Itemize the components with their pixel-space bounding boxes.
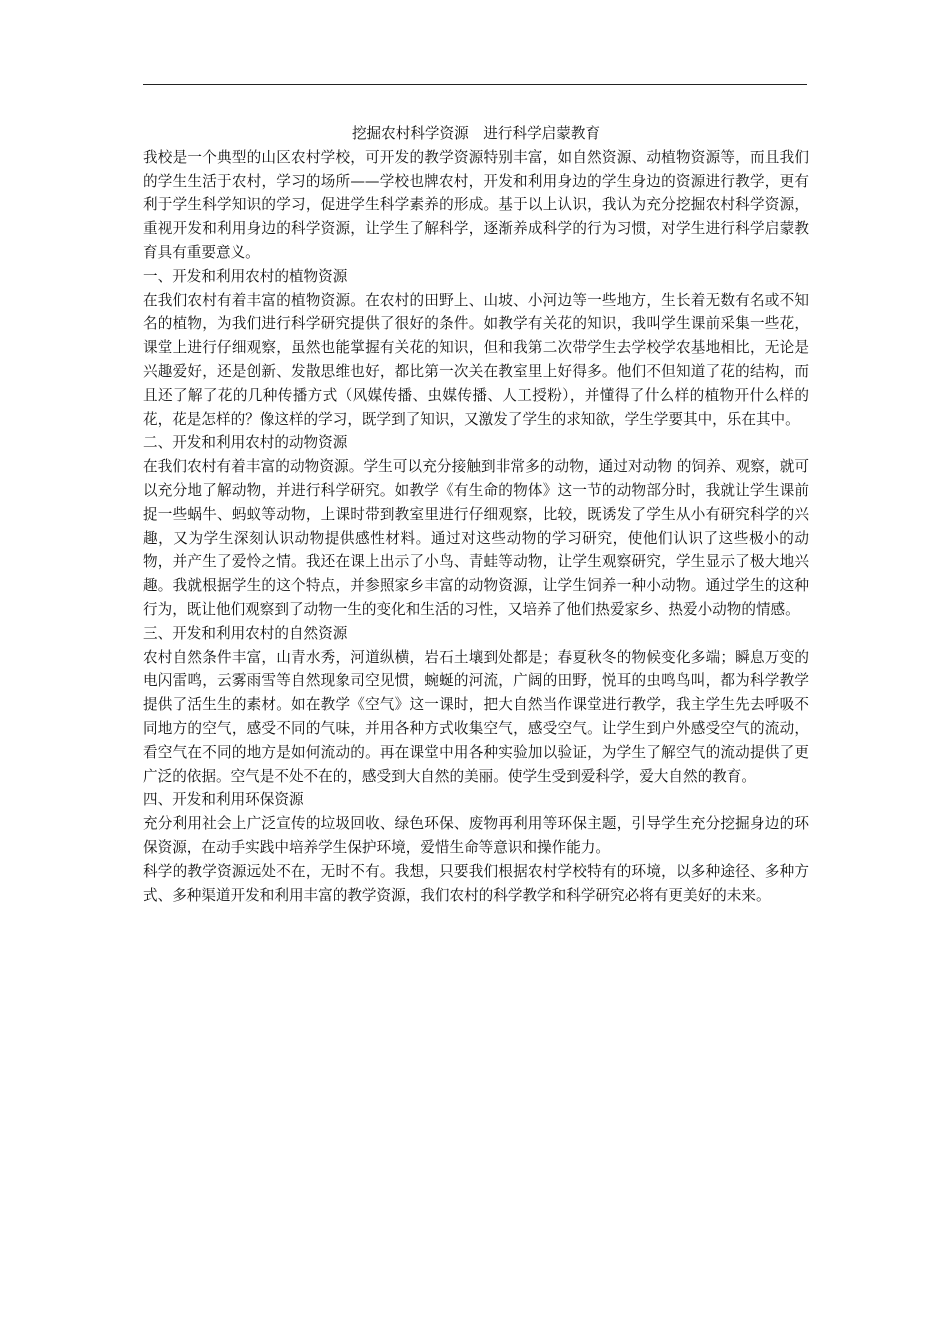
section-body-animals: 在我们农村有着丰富的动物资源。学生可以充分接触到非常多的动物，通过对动物 的饲养、观察，就可以充分地了解动物，并进行科学研究。如教学《有生命的物体》这一节的动物部分时，我就让学生课前捉一些蜗牛、蚂蚁等动物，上课时带到教室里进行仔细观察，比较，既诱发了学生从小有研究科学的兴趣，又为学生深刻认识动物提供感性材料。通过对这些动物的学习研究，使他们认识了这些极小的动物，并产生了爱怜之情。我还在课上出示了小鸟、青蛙等动物，让学生观察研究，学生显示了极大地兴趣。我就根据学生的这个特点，并参照家乡丰富的动物资源，让学生饲养一种小动物。通过学生的这种行为，既让他们观察到了动物一生的变化和生活的习性，又培养了他们热爱家乡、热爱小动物的情感。: [143, 458, 809, 618]
intro-paragraph: 我校是一个典型的山区农村学校，可开发的教学资源特别丰富，如自然资源、动植物资源等，而且我们的学生生活于农村，学习的场所——学校也牌农村，开发和利用身边的学生身边的资源进行教学，更有利于学生科学知识的学习，促进学生科学素养的形成。基于以上认识，我认为充分挖掘农村科学资源，重视开发和利用身边的科学资源，让学生了解科学，逐渐养成科学的行为习惯，对学生进行科学启蒙教育具有重要意义。: [143, 148, 809, 261]
conclusion-paragraph: 科学的教学资源远处不在，无时不有。我想，只要我们根据农村学校特有的环境，以多种途径、多种方式、多种渠道开发和利用丰富的教学资源，我们农村的科学教学和科学研究必将有更美好的未来。: [143, 862, 809, 904]
document-title: 挖掘农村科学资源 进行科学启蒙教育: [351, 125, 601, 142]
section-body-plants: 在我们农村有着丰富的植物资源。在农村的田野上、山坡、小河边等一些地方，生长着无数有名或不知名的植物，为我们进行科学研究提供了很好的条件。如教学有关花的知识，我叫学生课前采集一些花，课堂上进行仔细观察，虽然也能掌握有关花的知识，但和我第二次带学生去学校学农基地相比，无论是兴趣爱好，还是创新、发散思维也好，都比第一次关在教室里上好得多。他们不但知道了花的结构，而且还了解了花的几种传播方式（风媒传播、虫媒传播、人工授粉），并懂得了什么样的植物开什么样的花，花是怎样的？像这样的学习，既学到了知识，又激发了学生的求知欲，学生学要其中，乐在其中。: [143, 291, 809, 428]
section-heading-environment: 四、开发和利用环保资源: [143, 791, 304, 809]
document-body: [143, 122, 809, 907]
section-body-environment: 充分利用社会上广泛宣传的垃圾回收、绿色环保、废物再利用等环保主题，引导学生充分挖掘身边的环保资源，在动手实践中培养学生保护环境，爱惜生命等意识和操作能力。: [143, 815, 809, 856]
section-body-nature: 农村自然条件丰富，山青水秀，河道纵横，岩石土壤到处都是；春夏秋冬的物候变化多端；瞬息万变的电闪雷鸣，云雾雨雪等自然现象司空见惯，蜿蜒的河流，广阔的田野，悦耳的虫鸣鸟叫，都为科学教学提供了活生生的素材。如在教学《空气》这一课时，把大自然当作课堂进行教学，我主学生先去呼吸不同地方的空气，感受不同的气味，并用各种方式收集空气，感受空气。让学生到户外感受空气的流动，看空气在不同的地方是如何流动的。再在课堂中用各种实验加以验证，为学生了解空气的流动提供了更广泛的依据。空气是不处不在的，感受到大自然的美丽。使学生受到爱科学，爱大自然的教育。: [143, 648, 809, 785]
section-heading-plants: 一、开发和利用农村的植物资源: [143, 267, 348, 285]
section-heading-nature: 三、开发和利用农村的自然资源: [143, 624, 348, 642]
header-rule: [143, 84, 807, 85]
section-heading-animals: 二、开发和利用农村的动物资源: [143, 434, 348, 452]
